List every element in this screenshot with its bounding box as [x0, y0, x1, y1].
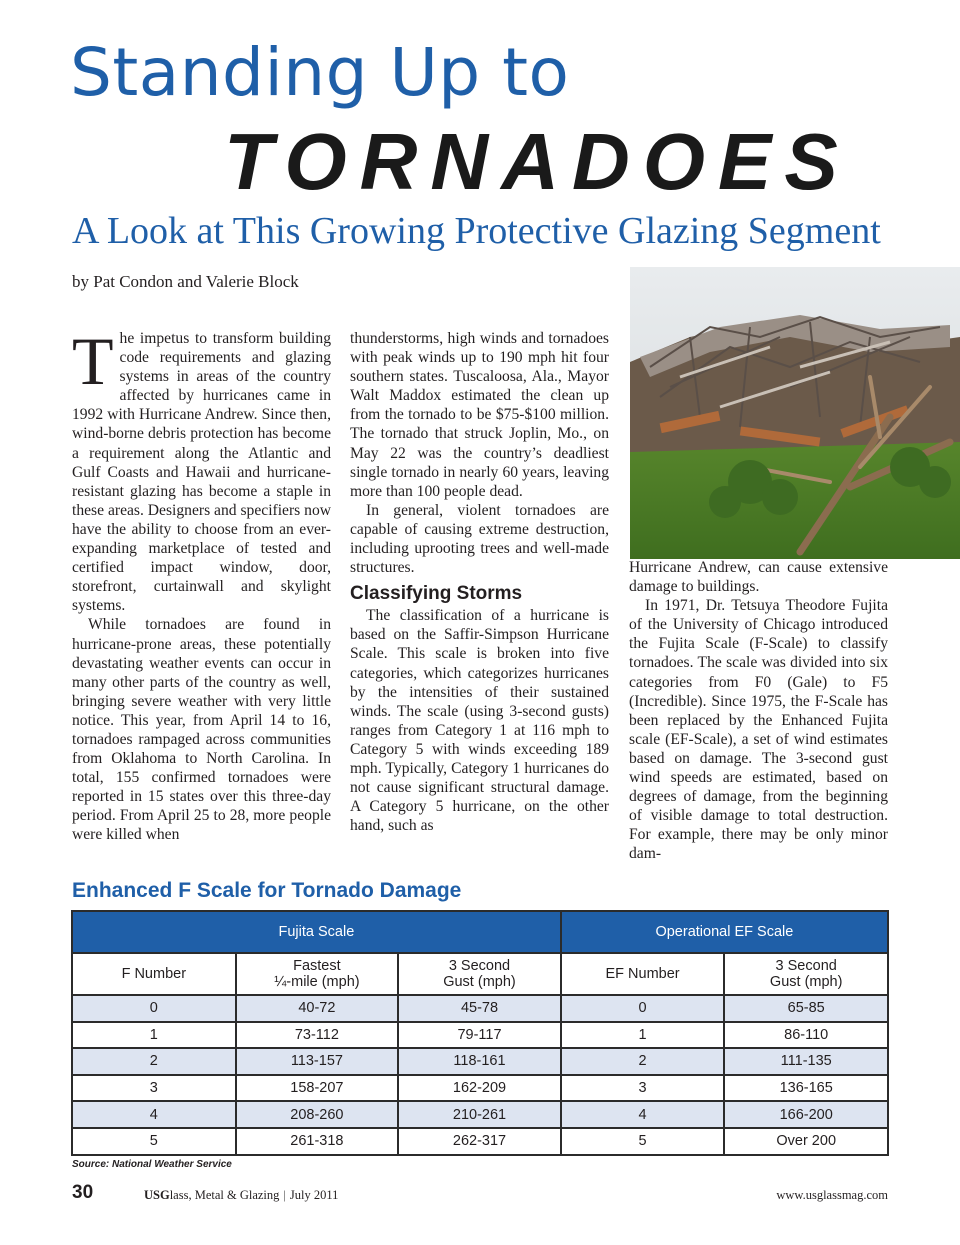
subtitle: A Look at This Growing Protective Glazing Segment — [72, 210, 881, 252]
cell-ef-gust: 136-165 — [724, 1075, 888, 1102]
table-title: Enhanced F Scale for Tornado Damage — [72, 879, 462, 902]
article-column-2 — [350, 329, 609, 835]
cell-f-gust: 118-161 — [398, 1048, 561, 1075]
cell-ef-gust: 65-85 — [724, 995, 888, 1022]
cell-f-gust: 262-317 — [398, 1128, 561, 1155]
cell-ef-number: 5 — [561, 1128, 725, 1155]
ef-scale-table — [71, 910, 889, 1156]
cell-ef-number: 3 — [561, 1075, 725, 1102]
table-row — [72, 1101, 888, 1128]
cell-f-number: 4 — [72, 1101, 236, 1128]
cell-fastest-mile: 73-112 — [236, 1022, 399, 1049]
cell-ef-number: 1 — [561, 1022, 725, 1049]
intro-paragraph: he impetus to transform building code requirements and glazing systems in areas of the country affected by hurricanes came in 1992 with Hurricane Andrew. Since then, wind-borne debris protection has become a requirement along the Atlantic and Gulf Coasts and Hawaii and hurricane-resistant glazing has become a staple in these areas. Designers and specifiers now have the ability to choose from an ever-expanding marketplace of tested and certified impact window, door, storefront, curtainwall and skylight systems. — [72, 330, 331, 615]
table-column-header-row — [72, 953, 888, 995]
cell-f-gust: 79-117 — [398, 1022, 561, 1049]
cell-f-number: 2 — [72, 1048, 236, 1075]
cell-fastest-mile: 158-207 — [236, 1075, 399, 1102]
table-group-header-row — [72, 911, 888, 953]
title-line-1: Standing Up to — [70, 34, 570, 111]
title-line-2: TORNADOES — [224, 117, 851, 206]
paragraph-3: In general, violent tornadoes are capable of causing extreme destruction, including uprooting trees and well-made structures. — [350, 501, 609, 577]
group-header-fujita: Fujita Scale — [72, 911, 561, 953]
table-source: Source: National Weather Service — [72, 1159, 232, 1170]
paragraph-2-start: While tornadoes are found in hurricane-prone areas, these potentially devastating weather events can occur in many other parts of the country as well, bringing severe weather with very little notice. This year, from April 14 to 16, tornadoes rampaged across communities from Oklahoma to North Carolina. In total, 155 confirmed tornadoes were reported in 15 states over this three-day period. From April 25 to 28, more people were killed when — [72, 616, 331, 844]
cell-ef-number: 0 — [561, 995, 725, 1022]
issue-date: July 2011 — [289, 1188, 339, 1202]
paragraph-4-start: The classification of a hurricane is based on the Saffir-Simpson Hurricane Scale. This scale is broken into five categories, which categorizes hurricanes by the intensities of their sustained winds. The scale (using 3-second gusts) ranges from Category 1 at 116 mph to Category 5 with winds exceeding 189 mph. Typically, Category 1 hurricanes do not cause significant structural damage. A Category 5 hurricane, on the other hand, such as — [350, 607, 609, 835]
article-column-1 — [72, 323, 331, 845]
col-header-ef-number: EF Number — [561, 953, 725, 995]
tornado-damage-photo — [630, 267, 960, 559]
table-row — [72, 995, 888, 1022]
cell-f-gust: 210-261 — [398, 1101, 561, 1128]
paragraph-4-end: Hurricane Andrew, can cause extensive damage to buildings. — [629, 559, 888, 596]
paragraph-2-end: thunderstorms, high winds and tornadoes with peak winds up to 190 mph hit four southern states. Tuscaloosa, Ala., Mayor Walt Maddox estimated the clean up from the tornado to be $75-$100 million. The tornado that struck Joplin, Mo., on May 22 was the country’s deadliest single tornado in nearly 60 years, leaving more than 100 people dead. — [350, 330, 609, 500]
cell-ef-gust: Over 200 — [724, 1128, 888, 1155]
cell-ef-gust: 86-110 — [724, 1022, 888, 1049]
cell-fastest-mile: 261-318 — [236, 1128, 399, 1155]
website-url[interactable]: www.usglassmag.com — [776, 1188, 888, 1202]
publication-name-rest: lass, Metal & Glazing — [169, 1188, 280, 1202]
page-number: 30 — [72, 1182, 94, 1203]
table-row — [72, 1048, 888, 1075]
section-heading: Classifying Storms — [350, 583, 523, 605]
byline: by Pat Condon and Valerie Block — [72, 272, 299, 291]
col-header-fastest-mile: Fastest ¼-mile (mph) — [236, 953, 399, 995]
cell-ef-number: 4 — [561, 1101, 725, 1128]
table-row — [72, 1075, 888, 1102]
paragraph-5: In 1971, Dr. Tetsuya Theodore Fujita of the University of Chicago introduced the Fujita Scale (F-Scale) to classify tornadoes. The scale was divided into six categories from F0 (Gale) to F5 (Incredible). Since 1975, the F-Scale has been replaced by the Enhanced Fujita scale (EF-Scale), a set of wind estimates based on damage. The 3-second gust wind speeds are estimated, based on degrees of damage, from the beginning of visible damage to total destruction. For example, there may be only minor dam- — [629, 597, 888, 863]
cell-f-gust: 45-78 — [398, 995, 561, 1022]
group-header-ef: Operational EF Scale — [561, 911, 888, 953]
drop-cap: T — [72, 323, 114, 399]
footer-separator: | — [283, 1188, 286, 1202]
cell-fastest-mile: 113-157 — [236, 1048, 399, 1075]
cell-f-number: 5 — [72, 1128, 236, 1155]
cell-f-number: 1 — [72, 1022, 236, 1049]
cell-f-number: 0 — [72, 995, 236, 1022]
article-column-3 — [629, 558, 888, 864]
cell-ef-number: 2 — [561, 1048, 725, 1075]
col-header-f-gust: 3 Second Gust (mph) — [398, 953, 561, 995]
cell-ef-gust: 166-200 — [724, 1101, 888, 1128]
col-header-ef-gust: 3 Second Gust (mph) — [724, 953, 888, 995]
publication-name — [144, 1188, 338, 1203]
table-row — [72, 1128, 888, 1155]
publication-name-bold: USG — [144, 1188, 170, 1202]
col-header-f-number: F Number — [72, 953, 236, 995]
cell-ef-gust: 111-135 — [724, 1048, 888, 1075]
cell-f-gust: 162-209 — [398, 1075, 561, 1102]
table-row — [72, 1022, 888, 1049]
cell-fastest-mile: 208-260 — [236, 1101, 399, 1128]
cell-fastest-mile: 40-72 — [236, 995, 399, 1022]
cell-f-number: 3 — [72, 1075, 236, 1102]
